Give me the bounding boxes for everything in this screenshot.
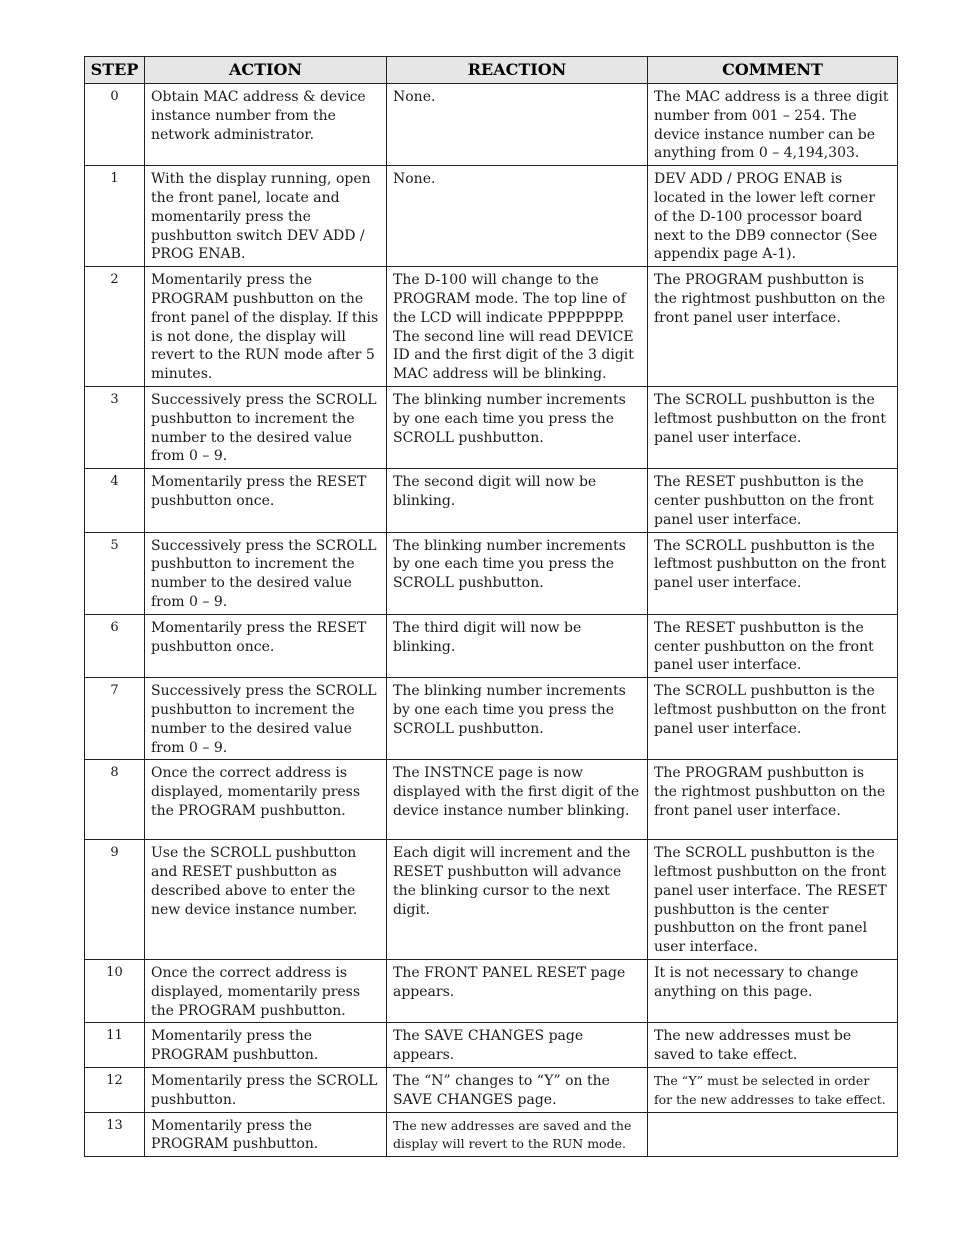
table-row — [85, 267, 898, 387]
comment-cell: It is not necessary to change anything on this page. — [648, 960, 898, 1023]
reaction-cell: The SAVE CHANGES page appears. — [387, 1023, 648, 1068]
table-row — [85, 760, 898, 840]
header-comment: COMMENT — [648, 57, 898, 84]
action-cell: Momentarily press the PROGRAM pushbutton. — [145, 1023, 387, 1068]
action-cell: Momentarily press the RESET pushbutton once. — [145, 469, 387, 532]
comment-cell: The RESET pushbutton is the center pushbutton on the front panel user interface. — [648, 469, 898, 532]
step-number: 8 — [85, 760, 145, 840]
reaction-cell: The blinking number increments by one each time you press the SCROLL pushbutton. — [387, 386, 648, 468]
comment-cell — [648, 1112, 898, 1157]
reaction-cell: The blinking number increments by one each time you press the SCROLL pushbutton. — [387, 532, 648, 614]
comment-cell: The MAC address is a three digit number from 001 – 254. The device instance number can be anything from 0 – 4,194,303. — [648, 84, 898, 166]
table-row — [85, 1023, 898, 1068]
step-number: 12 — [85, 1068, 145, 1113]
step-number: 11 — [85, 1023, 145, 1068]
step-number: 7 — [85, 678, 145, 760]
comment-cell: The SCROLL pushbutton is the leftmost pushbutton on the front panel user interface. — [648, 678, 898, 760]
step-number: 0 — [85, 84, 145, 166]
reaction-cell: Each digit will increment and the RESET pushbutton will advance the blinking cursor to the next digit. — [387, 840, 648, 960]
comment-cell: The SCROLL pushbutton is the leftmost pushbutton on the front panel user interface. — [648, 386, 898, 468]
document-page — [84, 56, 897, 1157]
action-cell: Momentarily press the PROGRAM pushbutton. — [145, 1112, 387, 1157]
programming-steps-table — [84, 56, 898, 1157]
action-cell: Momentarily press the PROGRAM pushbutton on the front panel of the display. If this is not done, the display will revert to the RUN mode after 5 minutes. — [145, 267, 387, 387]
header-action: ACTION — [145, 57, 387, 84]
table-row — [85, 840, 898, 960]
reaction-cell: The blinking number increments by one each time you press the SCROLL pushbutton. — [387, 678, 648, 760]
step-number: 4 — [85, 469, 145, 532]
comment-cell: The RESET pushbutton is the center pushbutton on the front panel user interface. — [648, 614, 898, 677]
table-row — [85, 1112, 898, 1157]
step-number: 5 — [85, 532, 145, 614]
comment-cell: The “Y” must be selected in order for the new addresses to take effect. — [648, 1068, 898, 1113]
action-cell: Once the correct address is displayed, momentarily press the PROGRAM pushbutton. — [145, 960, 387, 1023]
table-row — [85, 678, 898, 760]
comment-cell: The PROGRAM pushbutton is the rightmost pushbutton on the front panel user interface. — [648, 760, 898, 840]
header-step: STEP — [85, 57, 145, 84]
table-row — [85, 960, 898, 1023]
action-cell: Momentarily press the SCROLL pushbutton. — [145, 1068, 387, 1113]
action-cell: Use the SCROLL pushbutton and RESET pushbutton as described above to enter the new device instance number. — [145, 840, 387, 960]
action-cell: Successively press the SCROLL pushbutton to increment the number to the desired value from 0 – 9. — [145, 678, 387, 760]
step-number: 2 — [85, 267, 145, 387]
table-header-row — [85, 57, 898, 84]
comment-cell: The SCROLL pushbutton is the leftmost pushbutton on the front panel user interface. — [648, 532, 898, 614]
reaction-cell: The second digit will now be blinking. — [387, 469, 648, 532]
header-reaction: REACTION — [387, 57, 648, 84]
step-number: 3 — [85, 386, 145, 468]
table-row — [85, 469, 898, 532]
comment-cell: The PROGRAM pushbutton is the rightmost pushbutton on the front panel user interface. — [648, 267, 898, 387]
step-number: 6 — [85, 614, 145, 677]
reaction-cell: None. — [387, 166, 648, 267]
action-cell: Successively press the SCROLL pushbutton to increment the number to the desired value from 0 – 9. — [145, 532, 387, 614]
comment-cell: The new addresses must be saved to take effect. — [648, 1023, 898, 1068]
reaction-cell: The new addresses are saved and the display will revert to the RUN mode. — [387, 1112, 648, 1157]
action-cell: Successively press the SCROLL pushbutton to increment the number to the desired value from 0 – 9. — [145, 386, 387, 468]
table-row — [85, 1068, 898, 1113]
reaction-cell: The FRONT PANEL RESET page appears. — [387, 960, 648, 1023]
table-row — [85, 386, 898, 468]
table-row — [85, 166, 898, 267]
reaction-cell: The INSTNCE page is now displayed with the first digit of the device instance number blinking. — [387, 760, 648, 840]
table-row — [85, 532, 898, 614]
step-number: 1 — [85, 166, 145, 267]
reaction-cell: The third digit will now be blinking. — [387, 614, 648, 677]
action-cell: Momentarily press the RESET pushbutton once. — [145, 614, 387, 677]
step-number: 9 — [85, 840, 145, 960]
comment-cell: The SCROLL pushbutton is the leftmost pushbutton on the front panel user interface. The RESET pushbutton is the center pushbutton on the front panel user interface. — [648, 840, 898, 960]
action-cell: Once the correct address is displayed, momentarily press the PROGRAM pushbutton. — [145, 760, 387, 840]
reaction-cell: None. — [387, 84, 648, 166]
step-number: 13 — [85, 1112, 145, 1157]
step-number: 10 — [85, 960, 145, 1023]
comment-cell: DEV ADD / PROG ENAB is located in the lower left corner of the D-100 processor board next to the DB9 connector (See appendix page A-1). — [648, 166, 898, 267]
action-cell: With the display running, open the front panel, locate and momentarily press the pushbutton switch DEV ADD / PROG ENAB. — [145, 166, 387, 267]
table-row — [85, 614, 898, 677]
reaction-cell: The D-100 will change to the PROGRAM mode. The top line of the LCD will indicate PPPPPPPP. The second line will read DEVICE ID and the first digit of the 3 digit MAC address will be blinking. — [387, 267, 648, 387]
reaction-cell: The “N” changes to “Y” on the SAVE CHANGES page. — [387, 1068, 648, 1113]
table-row — [85, 84, 898, 166]
action-cell: Obtain MAC address & device instance number from the network administrator. — [145, 84, 387, 166]
